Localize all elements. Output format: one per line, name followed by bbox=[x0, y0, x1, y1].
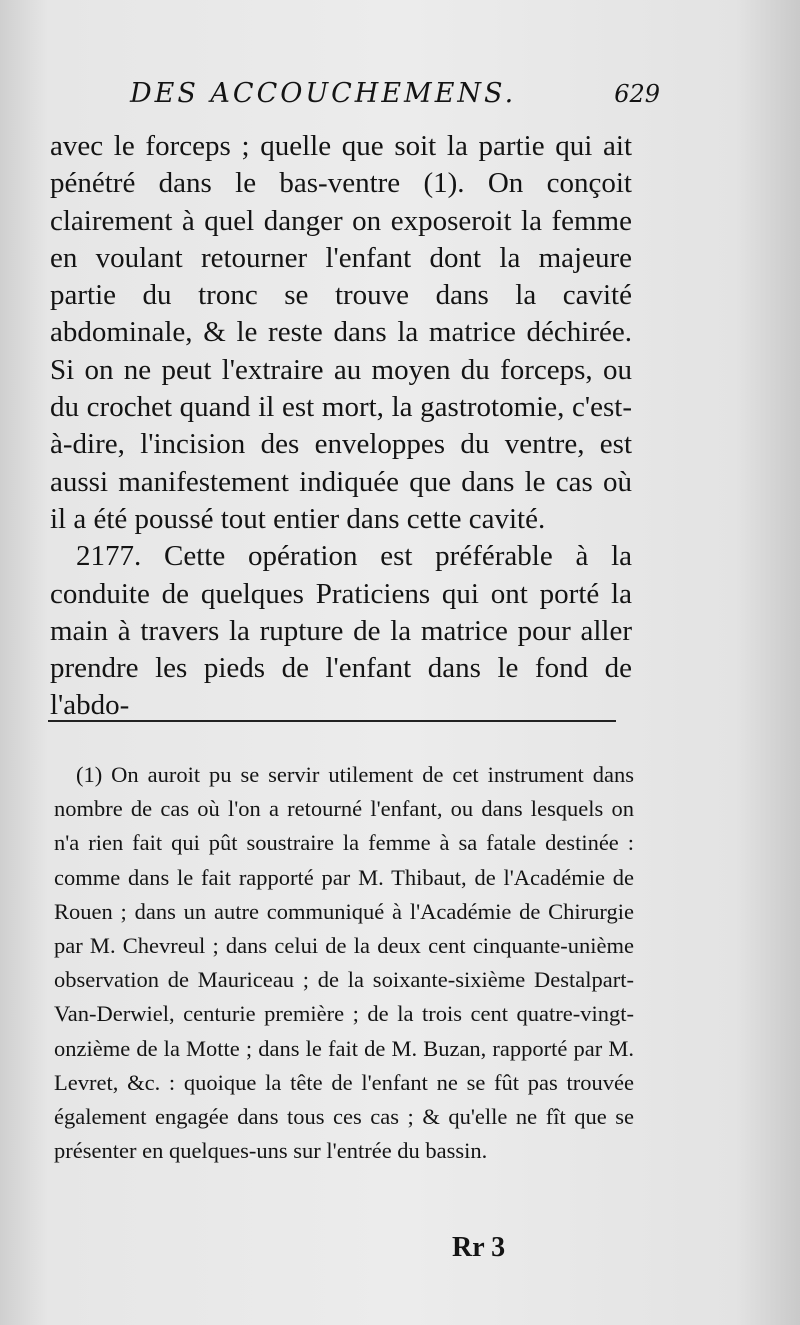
body-paragraph-1: avec le forceps ; quelle que soit la partie qui ait pénétré dans le bas-ventre (1). On conçoit clairement à quel danger on exposeroit la femme en voulant retourner l'enfant dont la majeure partie du tronc se trouve dans la cavité abdominale, & le reste dans la matrice déchirée. Si on ne peut l'extraire au moyen du forceps, ou du crochet quand il est mort, la gastrotomie, c'est-à-dire, l'incision des enveloppes du ventre, est aussi manifestement indiquée que dans le cas où il a été poussé tout entier dans cette cavité. bbox=[50, 130, 632, 535]
running-head-title: DES ACCOUCHEMENS. bbox=[130, 78, 517, 109]
footnote bbox=[54, 758, 634, 1168]
signature-mark: Rr 3 bbox=[452, 1232, 506, 1263]
main-text bbox=[50, 128, 632, 725]
body-paragraph-2177: 2177. Cette opération est préférable à la conduite de quelques Praticiens qui ont porté la main à travers la rupture de la matrice pour aller prendre les pieds de l'enfant dans le fond de l'abdo- bbox=[50, 540, 632, 722]
running-head bbox=[130, 78, 660, 109]
footnote-rule bbox=[48, 720, 616, 722]
page-number: 629 bbox=[614, 80, 660, 108]
footnote-1: (1) On auroit pu se servir utilement de cet instrument dans nombre de cas où l'on a retourné l'enfant, ou dans lesquels on n'a rien fait qui pût soustraire la femme à sa fatale destinée : comme dans le fait rapporté par M. Thibaut, de l'Académie de Rouen ; dans un autre communiqué à l'Académie de Chirurgie par M. Chevreul ; dans celui de la deux cent cinquante-unième observation de Mauriceau ; de la soixante-sixième Destalpart-Van-Derwiel, centurie première ; de la trois cent quatre-vingt-onzième de la Motte ; dans le fait de M. Buzan, rapporté par M. Levret, &c. : quoique la tête de l'enfant ne se fût pas trouvée également engagée dans tous ces cas ; & qu'elle ne fît que se présenter en quelques-uns sur l'entrée du bassin. bbox=[54, 762, 634, 1164]
